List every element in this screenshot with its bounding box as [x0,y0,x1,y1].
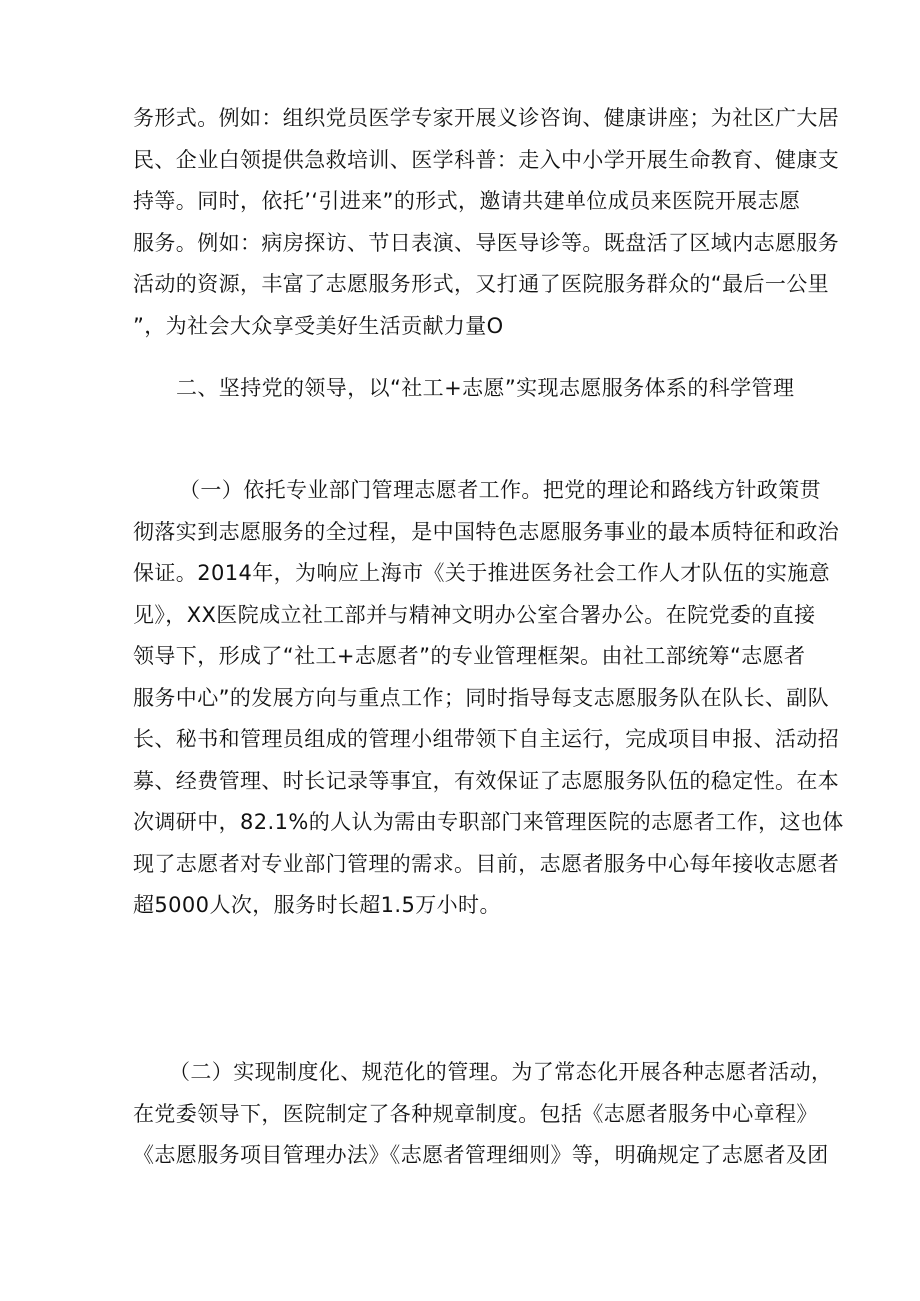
text-line: ”，为社会大众享受美好生活贡献力量O [133,313,504,338]
text-line: 务形式。例如：组织党员医学专家开展义诊咨询、健康讲座；为社区广大居 [133,106,840,130]
text-line: 民、企业白领提供急救培训、医学科普：走入中小学开展生命教育、健康支 [133,147,840,172]
text-line: 《志愿服务项目管理办法》《志愿者管理细则》等，明确规定了志愿者及团 [133,1143,829,1167]
text-line: 募、经费管理、时长记录等事宜，有效保证了志愿服务队伍的稳定性。在本 [133,768,840,793]
section-heading: 二、坚持党的领导，以“社工+志愿”实现志愿服务体系的科学管理 [176,376,795,400]
text-line: 彻落实到志愿服务的全过程，是中国特色志愿服务事业的最本质特征和政治 [133,519,840,544]
paragraph-3 [133,1052,833,1177]
text-line: 保证。2014年，为响应上海市《关于推进医务社会工作人才队伍的实施意 [133,561,831,585]
text-line: 超5000人次，服务时长超1.5万小时。 [133,893,501,917]
text-line: 持等。同时，依托’‘引进来”的形式，邀请共建单位成员来医院开展志愿 [133,189,801,213]
text-line: 现了志愿者对专业部门管理的需求。目前，志愿者服务中心每年接收志愿者 [133,851,840,876]
text-line: （一）依托专业部门管理志愿者工作。把党的理论和路线方针政策贯 [179,478,821,502]
text-line: 服务。例如：病房探访、节日表演、导医导诊等。既盘活了区域内志愿服务 [133,230,840,255]
text-line: 长、秘书和管理员组成的管理小组带领下自主运行，完成项目申报、活动招 [133,727,840,751]
paragraph-2 [133,470,844,927]
paragraph-1 [133,98,840,347]
text-line: 在党委领导下，医院制定了各种规章制度。包括《志愿者服务中心章程》 [133,1101,818,1126]
text-line: 次调研中，82.1%的人认为需由专职部门来管理医院的志愿者工作，这也体 [133,810,844,834]
text-line: 领导下，形成了“社工+志愿者”的专业管理框架。由社工部统筹“志愿者 [133,644,806,668]
text-line: （二）实现制度化、规范化的管理。为了常态化开展各种志愿者活动， [169,1060,833,1084]
text-line: 活动的资源，丰富了志愿服务形式，又打通了医院服务群众的“最后一公里 [133,272,830,296]
text-line: 服务中心”的发展方向与重点工作；同时指导每支志愿服务队在队长、副队 [133,685,830,710]
text-line: 见》，XX医院成立社工部并与精神文明办公室合署办公。在院党委的直接 [133,602,816,627]
